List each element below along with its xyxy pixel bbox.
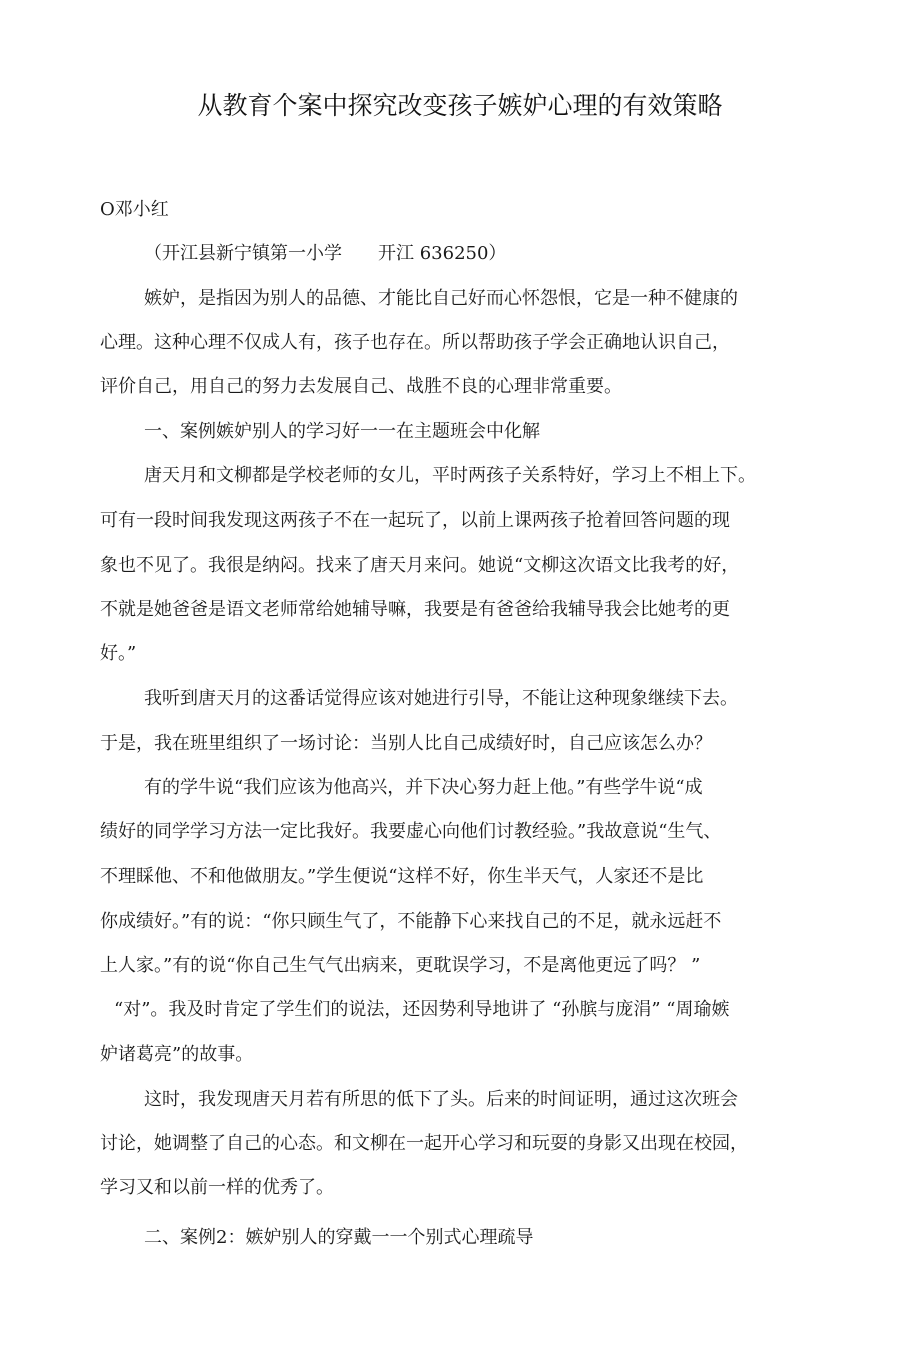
body-line: 不理睬他、不和他做朋友。”学生便说“这样不好，你生半天气，人家还不是比 [100,866,704,887]
body-line: 嫉妒，是指因为别人的品德、才能比自己好而心怀怨恨，它是一种不健康的 [144,288,738,309]
affiliation-place: 开江 636250） [378,243,507,264]
body-line: 上人家。”有的说“你自己生气气出病来，更耽误学习，不是离他更远了吗？ ” [100,955,701,976]
body-line: 好。” [100,643,137,664]
body-line: 我听到唐天月的这番话觉得应该对她进行引导，不能让这种现象继续下去。 [144,688,738,709]
body-line: “对”。我及时肯定了学生们的说法，还因势利导地讲了 “孙膑与庞涓” “周瑜嫉 [114,999,730,1020]
document-title: 从教育个案中探究改变孩子嫉妒心理的有效策略 [197,91,723,120]
body-line: 妒诸葛亮”的故事。 [100,1044,254,1065]
body-line: 这时，我发现唐天月若有所思的低下了头。后来的时间证明，通过这次班会 [144,1089,738,1110]
body-line: 讨论，她调整了自己的心态。和文柳在一起开心学习和玩耍的身影又出现在校园， [100,1133,748,1154]
body-line: 学习又和以前一样的优秀了。 [100,1177,334,1198]
author-line: O邓小红 [100,199,169,220]
body-line: 有的学牛说“我们应该为他高兴，并下决心努力赶上他。”有些学牛说“成 [144,777,703,798]
affiliation-school: （开江县新宁镇第一小学 [144,243,342,264]
body-line: 心理。这种心理不仅成人有，孩子也存在。所以帮助孩子学会正确地认识自己， [100,332,730,353]
section-heading-1: 一、案例嫉妒别人的学习好一一在主题班会中化解 [144,421,540,442]
affiliation-line [144,240,506,268]
body-line: 绩好的同学学习方法一定比我好。我要虚心向他们讨教经验。”我故意说“生气、 [100,821,722,842]
body-line: 你成绩好。”有的说：“你只顾生气了，不能静下心来找自己的不足，就永远赶不 [100,911,722,932]
body-line: 于是，我在班里组织了一场讨论：当别人比自己成绩好时，自己应该怎么办？ [100,733,712,754]
body-line: 可有一段时间我发现这两孩子不在一起玩了，以前上课两孩子抢着回答问题的现 [100,510,730,531]
section-heading-2: 二、案例2：嫉妒别人的穿戴一一个别式心理疏导 [144,1227,534,1248]
body-line: 不就是她爸爸是语文老师常给她辅导嘛，我要是有爸爸给我辅导我会比她考的更 [100,599,730,620]
body-line: 唐天月和文柳都是学校老师的女儿，平时两孩子关系特好，学习上不相上下。 [144,465,756,486]
body-line: 象也不见了。我很是纳闷。找来了唐天月来问。她说“文柳这次语文比我考的好， [100,555,740,576]
body-line: 评价自己，用自己的努力去发展自己、战胜不良的心理非常重要。 [100,376,622,397]
